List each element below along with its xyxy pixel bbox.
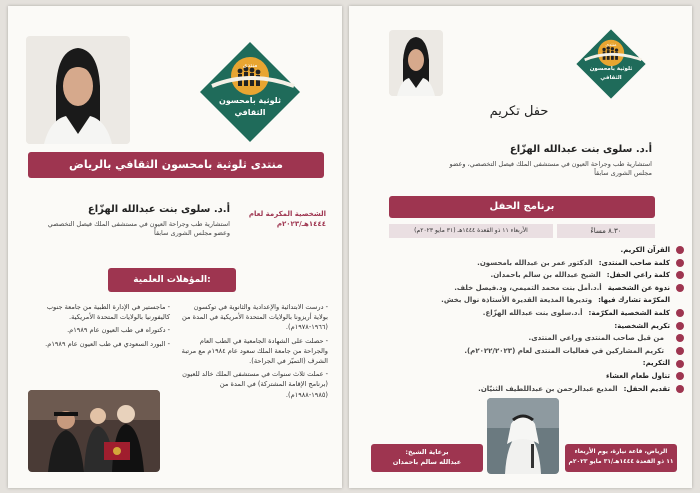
- program-item: كلمة راعي الحفل: الشيخ عبدالله بن سالم باحمدان.: [357, 269, 684, 282]
- program-item: كلمة صاحب المنتدى: الدكتور عمر بن عبدالله بامحسون.: [357, 257, 684, 270]
- qualification-item: - عملت ثلاث سنوات في مستشفى الملك خالد للعيون (برنامج الإقامة المشتركة) في المدة من (١٩٨٥-١٩٨٨م).: [182, 370, 328, 399]
- bullet-dot: [676, 271, 684, 279]
- qualification-item: - البورد السعودي في طب العيون عام ١٩٨٩م.: [45, 339, 170, 348]
- program-item: كلمة الشخصية المكرّمة: أ.د.سلوى بنت عبدالله الهزّاع.: [357, 307, 684, 320]
- logo-text-3: الثقافي: [600, 75, 622, 81]
- date-pill: الأربعاء ١١ ذو القعدة ١٤٤٤هـ (٣١ مايو ٢٠٢٣م): [389, 224, 553, 238]
- qualification-item: - درست الابتدائية والإعدادية والثانوية في توكسون بولاية أريزونا بالولايات المتحدة الأمريكية في المدة من (١٩٦٦-١٩٧٨م).: [182, 303, 328, 332]
- honoree-name: أ.د. سلوى بنت عبدالله الهزّاع: [509, 144, 652, 155]
- venue-line-2: ١١ ذو القعدة ١٤٤٤هـ/٣١ مايو ٢٠٢٣م: [568, 458, 674, 465]
- program-item: التكريم:: [357, 357, 684, 370]
- qualification-item: - حصلت على الشهادة الجامعية في الطب العام والجراحة من جامعة الملك سعود عام ١٩٨٤م مع مرتبة الشرف (التميّز في الجراحة).: [181, 336, 328, 366]
- program-item: من قبل صاحب المنتدى وراعي المنتدى.: [357, 332, 684, 345]
- bullet-dot: [676, 309, 684, 317]
- logo-text-2: ثلوثية بامحسون: [219, 96, 281, 105]
- bullet-dot: [676, 385, 684, 393]
- venue-box: [565, 444, 677, 472]
- program-item: تقديم الحفل: المذيع عبدالرحمن بن عبداللطيف الثنيّان.: [357, 383, 684, 396]
- honoree-role: استشارية طب وجراحة العيون في مستشفى الملك فيصل التخصصي، وعضو مجلس الشورى سابقاً: [449, 160, 652, 177]
- bullet-dot: [676, 372, 684, 380]
- bullet-dot: [676, 347, 684, 355]
- logo-text-3: الثقافي: [234, 108, 266, 117]
- sponsor-photo: [487, 398, 559, 474]
- honoree-name: أ.د. سلوى بنت عبدالله الهزّاع: [87, 204, 230, 215]
- program-list: [357, 244, 684, 395]
- qualifications-banner: المؤهلات العلمية:: [108, 268, 236, 292]
- bullet-dot: [676, 259, 684, 267]
- venue-line-1: الرياض، قاعة نيارة، يوم الأربعاء: [574, 448, 668, 455]
- program-item: تناول طعام العشاء: [357, 370, 684, 383]
- qualifications-column-right: [178, 302, 328, 403]
- bullet-dot: [676, 334, 684, 342]
- program-item: القرآن الكريم.: [357, 244, 684, 257]
- sponsor-name: عبدالله سالم باحمدان: [392, 458, 462, 466]
- bullet-dot: [676, 246, 684, 254]
- right-page: [349, 6, 692, 488]
- program-item: ندوة عن الشخصية أ.د.أمل بنت محمد التميمي، ود.فيصل خلف.: [357, 282, 684, 295]
- honoree-portrait-photo: [26, 36, 130, 144]
- honoree-role: استشارية طب وجراحة العيون في مستشفى الملك فيصل التخصصي وعضو مجلس الشورى سابقاً: [47, 220, 230, 237]
- program-title-banner: برنامج الحفل: [389, 196, 655, 218]
- program-item: المكرّمة تشارك فيها: وتديرها المذيعة القديرة الأستاذة نوال بخش.: [441, 296, 670, 305]
- honoree-caption-2: ١٤٤٤هـ/٢٠٢٣م: [276, 220, 326, 228]
- honoree-caption-1: الشخصية المكرمة لعام: [248, 210, 326, 218]
- bullet-dot: [676, 284, 684, 292]
- bullet-dot: [676, 322, 684, 330]
- forum-title-banner: منتدى ثلوثية بامحسون الثقافي بالرياض: [28, 152, 324, 178]
- left-page: [8, 6, 342, 488]
- bullet-dot: [676, 360, 684, 368]
- graduation-photo: [28, 390, 160, 472]
- forum-logo: [198, 40, 302, 144]
- honoree-portrait-photo: [389, 30, 443, 96]
- sponsor-box: [371, 444, 483, 472]
- sponsor-label: برعاية الشيخ:: [405, 448, 449, 456]
- logo-text-2: ثلوثية بامحسون: [589, 66, 633, 72]
- time-pill: ٨.٣٠ مساءً: [557, 224, 655, 238]
- qualification-item: - دكتوراه في طب العيون عام ١٩٨٩م.: [67, 326, 170, 335]
- logo-text-1: منتدى: [605, 43, 617, 48]
- qualifications-column-left: [26, 302, 170, 352]
- program-item: تكريم المشاركين في فعاليات المنتدى لعام (٢٠٢٢/٢٠٢٣م).: [357, 345, 684, 358]
- qualification-item: - ماجستير في الإدارة الطبية من جامعة جنوب كاليفورنيا بالولايات المتحدة الأمريكية.: [46, 303, 170, 322]
- ceremony-title: حفل تكريم: [489, 104, 549, 119]
- logo-text-1: منتدى: [242, 62, 258, 69]
- forum-logo: [575, 28, 647, 100]
- program-item: تكريم الشخصية:: [357, 320, 684, 333]
